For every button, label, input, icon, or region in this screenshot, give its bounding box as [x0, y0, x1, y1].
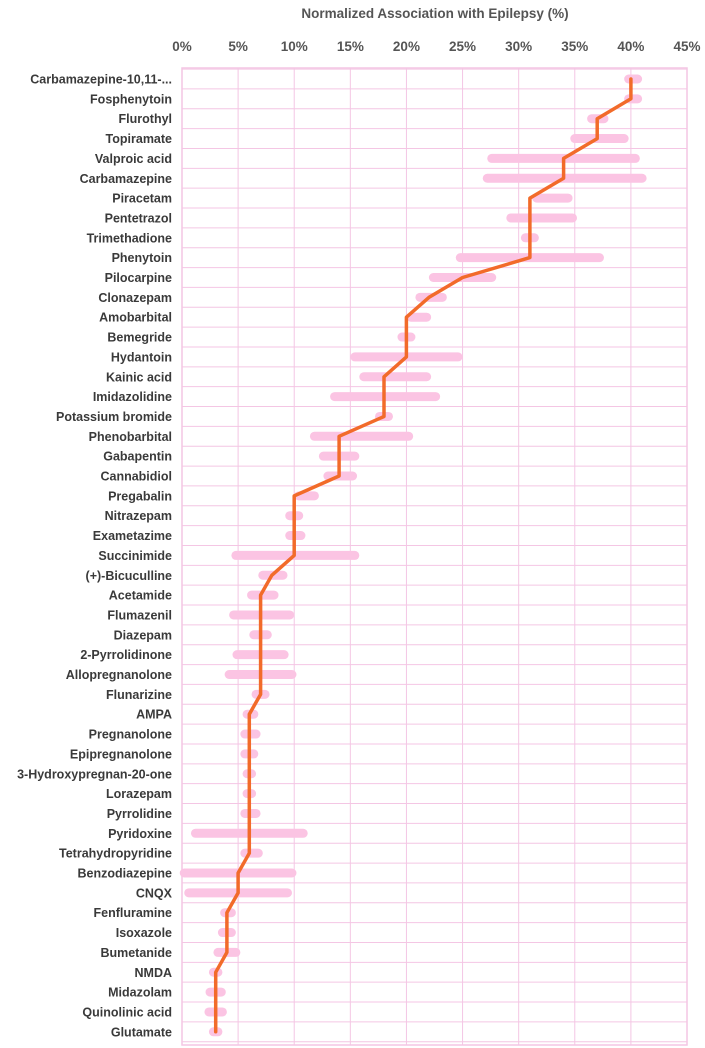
category-label: Nitrazepam	[104, 509, 172, 524]
category-label: Fosphenytoin	[90, 92, 172, 107]
category-label: Imidazolidine	[92, 390, 172, 405]
category-label: NMDA	[134, 965, 172, 980]
category-label: Exametazime	[92, 529, 172, 544]
x-tick-label: 0%	[172, 39, 192, 54]
category-label: Topiramate	[105, 132, 172, 147]
range-bars	[184, 79, 642, 1032]
category-label: Pilocarpine	[104, 271, 172, 285]
category-label: Tetrahydropyridine	[59, 846, 172, 861]
category-label: Piracetam	[112, 191, 172, 206]
x-tick-label: 30%	[505, 39, 533, 54]
category-label: Acetamide	[108, 588, 172, 603]
x-tick-labels	[172, 39, 700, 54]
x-tick-label: 35%	[561, 39, 589, 54]
category-label: Potassium bromide	[56, 409, 172, 424]
category-label: Valproic acid	[94, 151, 172, 166]
category-label: (+)-Bicuculline	[85, 568, 172, 583]
category-label: Benzodiazepine	[77, 866, 172, 881]
category-label: Phenytoin	[111, 251, 172, 266]
category-labels	[17, 73, 173, 1040]
category-label: Carbamazepine	[79, 171, 172, 186]
category-label: Hydantoin	[110, 350, 172, 365]
category-label: Glutamate	[110, 1025, 172, 1040]
x-tick-label: 25%	[449, 39, 477, 54]
x-tick-label: 5%	[228, 39, 248, 54]
category-label: Bemegride	[107, 330, 172, 345]
category-label: Diazepam	[113, 628, 172, 643]
category-label: 2-Pyrrolidinone	[80, 648, 172, 663]
category-label: Pyridoxine	[108, 826, 172, 841]
x-tick-label: 20%	[392, 39, 420, 54]
category-label: Pyrrolidine	[106, 806, 172, 821]
category-label: Pregnanolone	[88, 727, 172, 742]
x-tick-label: 45%	[673, 39, 701, 54]
x-axis-title: Normalized Association with Epilepsy (%)	[301, 6, 569, 21]
category-label: Phenobarbital	[88, 429, 172, 444]
category-label: Pregabalin	[108, 489, 172, 504]
category-label: Lorazepam	[106, 787, 172, 802]
category-label: Bumetanide	[100, 945, 172, 960]
category-label: Kainic acid	[106, 370, 172, 385]
x-tick-label: 40%	[617, 39, 645, 54]
category-label: Allopregnanolone	[65, 668, 172, 682]
category-label: Isoxazole	[115, 926, 172, 941]
category-label: Amobarbital	[99, 310, 172, 325]
category-label: Midazolam	[108, 985, 172, 1000]
category-label: Carbamazepine-10,11-...	[30, 72, 172, 87]
category-label: Cannabidiol	[100, 469, 172, 484]
category-label: AMPA	[136, 707, 172, 722]
category-label: Flumazenil	[107, 608, 172, 623]
category-label: Gabapentin	[103, 449, 172, 464]
category-label: 3-Hydroxypregnan-20-one	[17, 767, 172, 782]
category-label: CNQX	[135, 886, 172, 901]
category-label: Fenfluramine	[93, 906, 172, 921]
category-label: Pentetrazol	[104, 211, 172, 226]
category-label: Trimethadione	[86, 231, 172, 246]
x-tick-label: 10%	[280, 39, 308, 54]
category-label: Epipregnanolone	[69, 747, 172, 762]
category-label: Succinimide	[98, 548, 172, 563]
category-label: Quinolinic acid	[82, 1005, 172, 1020]
category-label: Clonazepam	[98, 290, 172, 305]
category-label: Flunarizine	[106, 687, 172, 702]
x-tick-label: 15%	[336, 39, 364, 54]
category-label: Flurothyl	[118, 112, 172, 127]
